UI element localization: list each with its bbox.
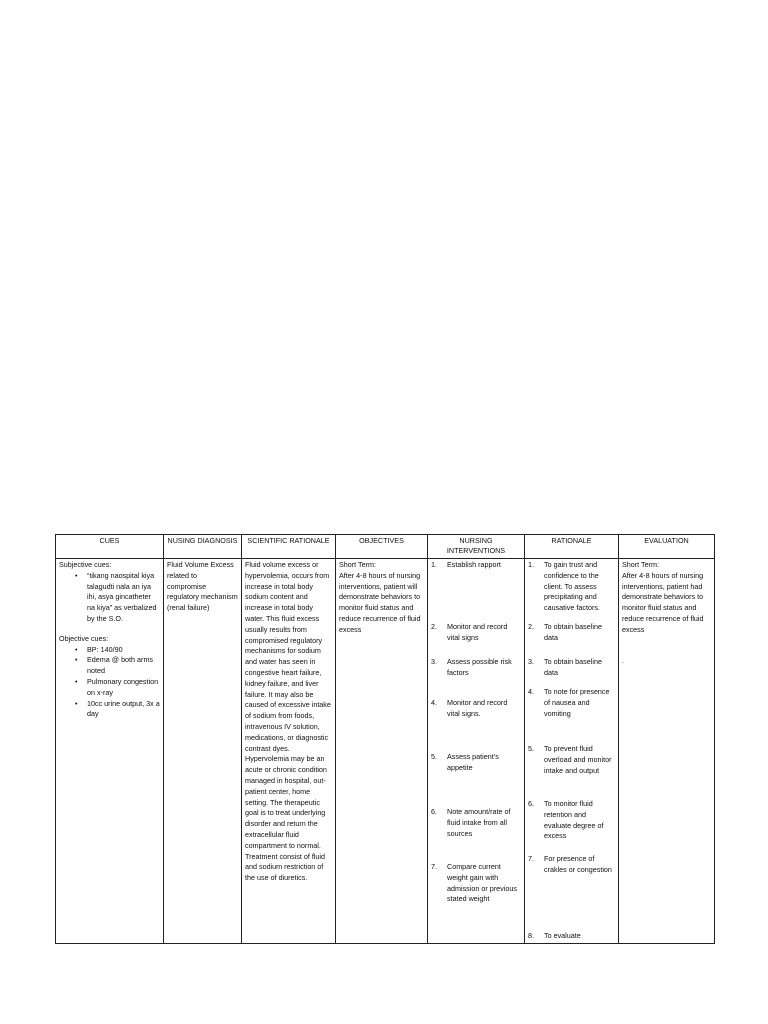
header-objectives: OBJECTIVES <box>336 535 428 559</box>
content-row <box>56 559 715 944</box>
rationale-number: 2. <box>528 622 534 631</box>
cues-cell <box>56 559 164 944</box>
rationale-text: To obtain baseline data <box>544 622 602 642</box>
rationale-number: 8. <box>528 931 534 940</box>
objective-cue-item <box>77 677 160 699</box>
evaluation-dot: . <box>622 655 624 665</box>
intervention-text: Note amount/rate of fluid intake from all sources <box>447 807 511 838</box>
rationale-list <box>528 560 615 942</box>
objective-cue-text: 10cc urine output, 3x a day <box>87 698 160 719</box>
objective-cues-list <box>59 645 160 721</box>
interventions-list <box>431 560 521 905</box>
rationale-text: To obtain baseline data <box>544 657 602 677</box>
intervention-number: 5. <box>431 752 437 761</box>
intervention-number: 3. <box>431 657 437 666</box>
intervention-text: Monitor and record vital signs. <box>447 698 508 718</box>
intervention-text: Monitor and record vital signs <box>447 622 508 642</box>
objectives-cell <box>336 559 428 944</box>
intervention-item <box>431 752 521 807</box>
rationale-item <box>528 687 615 744</box>
rationale-number: 6. <box>528 799 534 808</box>
rationale-item <box>528 744 615 799</box>
rationale-item <box>528 799 615 854</box>
objective-cue-item <box>77 645 160 656</box>
header-interventions: NURSING INTERVENTIONS <box>428 535 525 559</box>
rationale-text: To note for presence of nausea and vomiting <box>544 687 610 718</box>
nursing-diagnosis-text: Fluid Volume Excess related to compromise regulatory mechanism (renal failure) <box>167 560 238 613</box>
objective-cue-item <box>77 655 160 677</box>
header-diagnosis: NUSING DIAGNOSIS <box>164 535 242 559</box>
intervention-number: 4. <box>431 698 437 707</box>
objective-cues-title: Objective cues: <box>59 633 109 643</box>
interventions-cell <box>428 559 525 944</box>
rationale-text: To evaluate <box>544 931 581 940</box>
intervention-item <box>431 698 521 752</box>
bullet-icon: • <box>75 570 78 580</box>
header-rationale: RATIONALE <box>525 535 619 559</box>
objective-cue-text: Pulmonary congestion on x-ray <box>87 676 159 697</box>
evaluation-text: After 4-8 hours of nursing interventions, patient had demonstrate behaviors to monitor fluid status and reduce recurrence of fluid excess <box>622 570 704 634</box>
subjective-cues-title: Subjective cues: <box>59 560 112 569</box>
intervention-item <box>431 862 521 905</box>
scientific-rationale-text: Fluid volume excess or hypervolemia, occurs from increase in total body sodium content and increase in total body water. This fluid excess usually results from compromised regulatory mechanisms for sodium and water has seen in congestive heart failure, kidney failure, and liver failure. It may also be caused of excessive intake of sodium from foods, intravenous IV solution, medications, or diagnostic contrast dyes. Hypervolemia may be an acute or chronic condition managed in hospital, out-patient center, home setting. The therapeutic goal is to treat underlying disorder and return the extracellular fluid compartment to normal. Treatment consist of fluid and sodium restriction of the use of diuretics. <box>245 560 331 883</box>
intervention-number: 2. <box>431 622 437 631</box>
objectives-text: After 4-8 hours of nursing interventions, patient will demonstrate behaviors to monitor fluid status and reduce recurrence of fluid excess <box>339 570 421 634</box>
rationale-text: For presence of crakles or congestion <box>544 854 612 874</box>
rationale-item <box>528 622 615 657</box>
rationale-number: 5. <box>528 744 534 753</box>
bullet-icon: • <box>75 676 78 686</box>
intervention-text: Establish rapport <box>447 560 501 569</box>
header-row <box>56 535 715 559</box>
intervention-text: Assess patient’s appetite <box>447 752 499 772</box>
diagnosis-cell <box>164 559 242 944</box>
evaluation-term: Short Term: <box>622 560 660 569</box>
intervention-number: 1. <box>431 560 437 569</box>
header-scientific-rationale: SCIENTIFIC RATIONALE <box>242 535 336 559</box>
nursing-care-plan-table <box>55 534 715 944</box>
objective-cue-item <box>77 699 160 721</box>
objective-cue-text: Edema @ both arms noted <box>87 655 154 676</box>
bullet-icon: • <box>75 655 78 665</box>
rationale-number: 3. <box>528 657 534 666</box>
intervention-item <box>431 807 521 862</box>
rationale-text: To gain trust and confidence to the client. To assess precipitating and causative factors. <box>544 560 600 613</box>
subjective-cue-text: “tikang naospital kiya talagudti nala an iya ihi, asya gincatheter na kiya” as verbalized by the S.O. <box>87 570 157 623</box>
objective-cue-text: BP: 140/90 <box>87 644 123 654</box>
rationale-number: 7. <box>528 854 534 863</box>
evaluation-cell <box>619 559 715 944</box>
intervention-item <box>431 657 521 698</box>
rationale-text: To monitor fluid retention and evaluate degree of excess <box>544 799 604 841</box>
subjective-cue-item <box>77 571 160 625</box>
bullet-icon: • <box>75 644 78 654</box>
rationale-item <box>528 657 615 687</box>
objectives-term: Short Term: <box>339 560 377 569</box>
header-cues: CUES <box>56 535 164 559</box>
intervention-number: 7. <box>431 862 437 871</box>
rationale-number: 4. <box>528 687 534 696</box>
bullet-icon: • <box>75 698 78 708</box>
rationale-cell <box>525 559 619 944</box>
subjective-cues-list <box>59 571 160 625</box>
rationale-text: To prevent fluid overload and monitor intake and output <box>544 744 612 775</box>
intervention-item <box>431 622 521 657</box>
header-evaluation: EVALUATION <box>619 535 715 559</box>
intervention-text: Assess possible risk factors <box>447 657 512 677</box>
rationale-item <box>528 560 615 622</box>
intervention-text: Compare current weight gain with admission or previous stated weight <box>447 862 517 904</box>
rationale-item <box>528 931 615 942</box>
rationale-item <box>528 854 615 931</box>
intervention-item <box>431 560 521 622</box>
rationale-number: 1. <box>528 560 534 569</box>
scientific-rationale-cell <box>242 559 336 944</box>
intervention-number: 6. <box>431 807 437 816</box>
